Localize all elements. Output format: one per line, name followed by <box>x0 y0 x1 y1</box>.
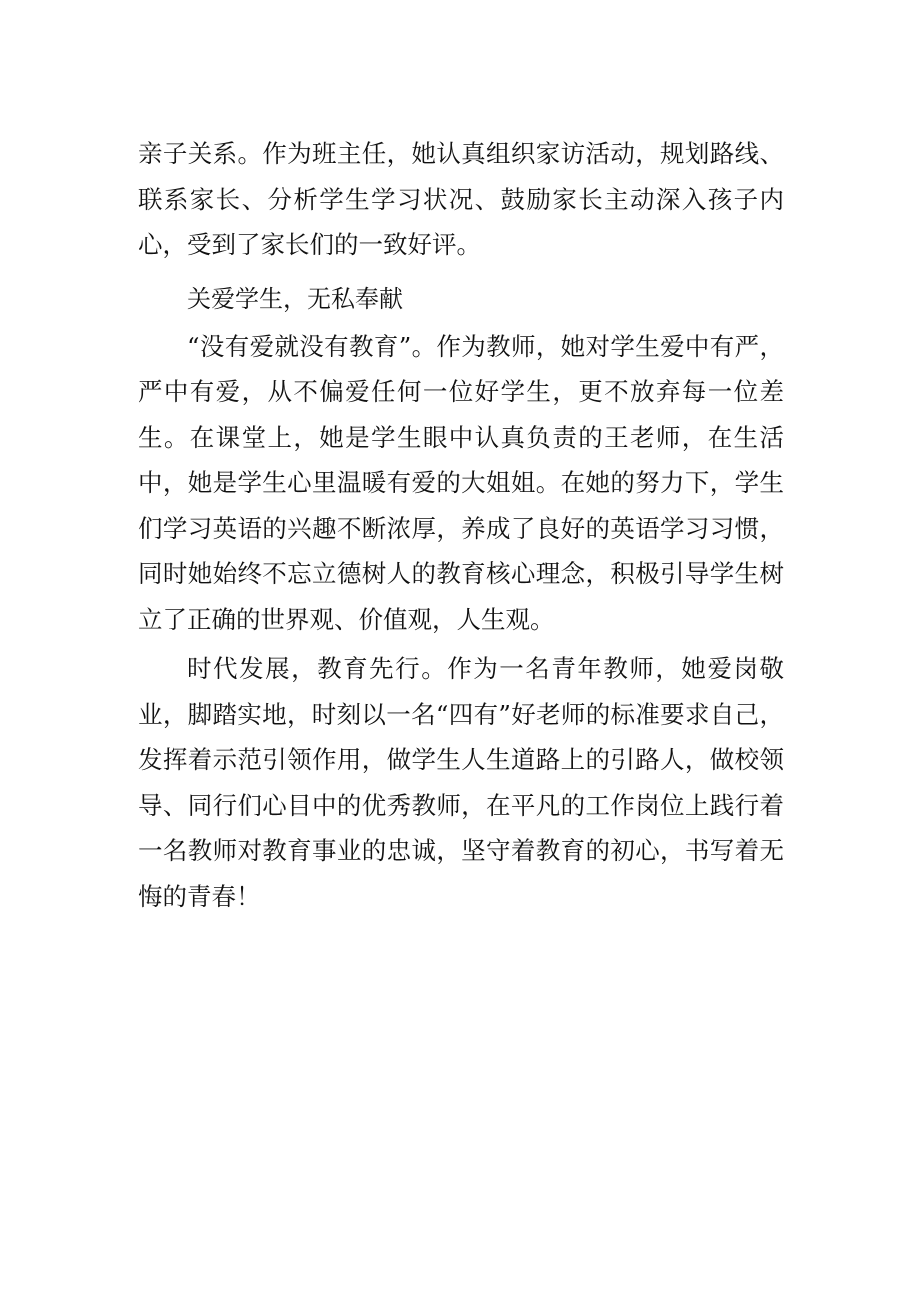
paragraph-young-teacher: 时代发展，教育先行。作为一名青年教师，她爱岗敬业，脚踏实地，时刻以一名“四有”好老师的标准要求自己，发挥着示范引领作用，做学生人生道路上的引路人，做校领导、同行们心目中的优秀教师，在平凡的工作岗位上践行着一名教师对教育事业的忠诚，坚守着教育的初心，书写着无悔的青春！ <box>138 654 784 911</box>
paragraph-love-education: “没有爱就没有教育”。作为教师，她对学生爱中有严，严中有爱，从不偏爱任何一位好学生，更不放弃每一位差生。在课堂上，她是学生眼中认真负责的王老师，在生活中，她是学生心里温暖有爱的大姐姐。在她的努力下，学生们学习英语的兴趣不断浓厚，养成了良好的英语学习习惯，同时她始终不忘立德树人的教育核心理念，积极引导学生树立了正确的世界观、价值观，人生观。 <box>138 331 784 634</box>
paragraph-family-visits: 亲子关系。作为班主任，她认真组织家访活动，规划路线、联系家长、分析学生学习状况、鼓励家长主动深入孩子内心，受到了家长们的一致好评。 <box>138 139 784 259</box>
document-body <box>138 131 784 919</box>
section-heading-care-for-students: 关爱学生，无私奉献 <box>187 284 403 313</box>
